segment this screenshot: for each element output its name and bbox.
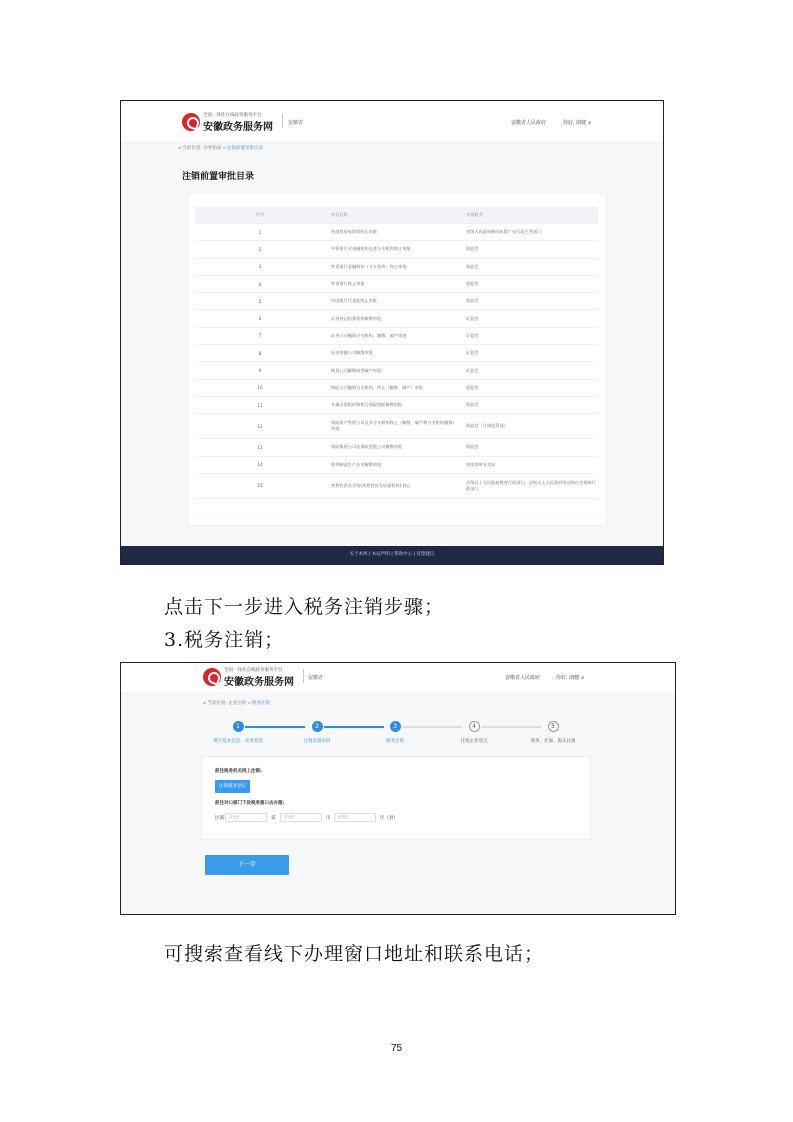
step-number: 1 xyxy=(233,721,244,732)
next-step-button[interactable]: 下一步 xyxy=(205,855,289,875)
district-select[interactable] xyxy=(334,813,376,822)
online-cancel-label: 前往税务机关网上注销: xyxy=(215,769,262,774)
table-cell: 11 xyxy=(257,402,263,408)
table-header-cell: 项目名称 xyxy=(331,212,348,217)
page-title: 注销前置审批目录 xyxy=(182,172,255,182)
table-header-cell: 实施机关 xyxy=(466,212,483,217)
table-cell: 15 xyxy=(257,483,263,489)
province-switch[interactable]: 安徽省 xyxy=(288,120,304,126)
step-5 xyxy=(523,721,583,744)
city-select[interactable] xyxy=(280,813,322,822)
table-cell: 保险公司撤销分支机构、终止（解散、破产）审批 xyxy=(331,384,424,390)
screenshot-cancellation-approval-catalog xyxy=(120,100,664,565)
caption-next-step: 点击下一步进入税务注销步骤； xyxy=(164,596,445,618)
step-number: 3 xyxy=(390,721,401,732)
gov-link[interactable]: 安徽省人民政府 xyxy=(505,675,541,681)
table-cell: 保险资产管理公司及其分支机构终止（解散、破产和分支机构撤销）审批 xyxy=(331,420,457,432)
breadcrumb-current: 税务注销 xyxy=(251,701,270,706)
step-number: 5 xyxy=(548,721,559,732)
step-number: 4 xyxy=(469,721,480,732)
table-row xyxy=(195,414,598,439)
table-cell: 中国银行代表处终止审批 xyxy=(331,298,378,304)
step-3 xyxy=(365,721,425,744)
table-cell: 证券金融公司解散审批 xyxy=(331,350,373,356)
table-cell: 外资银行终止审批 xyxy=(331,281,365,287)
table-cell: 证监会 xyxy=(466,350,479,356)
province-switch[interactable]: 安徽省 xyxy=(308,675,324,681)
user-menu[interactable]: 你好, 朗健 ∨ xyxy=(563,120,592,126)
table-cell: 银监会 xyxy=(466,263,479,269)
step-4 xyxy=(444,721,504,744)
step-1 xyxy=(208,721,268,744)
table-cell: 4 xyxy=(258,281,262,287)
table-cell: 1 xyxy=(258,229,262,235)
table-row xyxy=(195,276,598,293)
caption-section-heading: 3.税务注销； xyxy=(164,629,285,651)
table-cell: 8 xyxy=(258,350,262,356)
table-cell: 5 xyxy=(258,298,262,304)
caption-search-window: 可搜索查看线下办理窗口地址和联系电话； xyxy=(164,943,545,965)
table-cell: 专属自保组织和相互保险组织解散审批 xyxy=(331,402,403,408)
chevron-down-icon: ⌄ xyxy=(315,815,318,819)
table-cell: 银监会 xyxy=(466,246,479,252)
table-row xyxy=(195,457,598,474)
site-logo-icon[interactable] xyxy=(203,668,221,686)
table-cell: 证监会 xyxy=(466,367,479,373)
table-cell: 营利性民办学校(营利性民办培训机构) 终止 xyxy=(331,482,411,488)
table-cell: 证监会 xyxy=(466,332,479,338)
step-label: 填写基本信息、业务类型 xyxy=(213,739,263,744)
table-header-cell: 序号 xyxy=(255,212,265,217)
chevron-down-icon: ⌄ xyxy=(260,815,263,819)
catalog-card xyxy=(187,193,607,526)
province-unit: 省 xyxy=(271,816,276,821)
table-cell: 外商投资电影院终止审批 xyxy=(331,229,378,235)
province-select[interactable] xyxy=(225,813,267,822)
table-cell: 9 xyxy=(258,368,262,374)
logo-title[interactable]: 安徽政务服务网 xyxy=(203,122,273,133)
table-row xyxy=(195,310,598,327)
step-number: 2 xyxy=(312,721,323,732)
site-footer[interactable]: 关于本网 | 本站声明 | 帮助中心 | 反馈建议 xyxy=(121,546,663,564)
breadcrumb-link[interactable]: 办事指南 xyxy=(203,146,222,151)
table-cell: 12 xyxy=(257,423,263,429)
table-header-row xyxy=(195,207,598,224)
offline-window-label: 前往对口部门下设税务窗口去办理: xyxy=(215,801,285,806)
table-row xyxy=(195,328,598,345)
table-row xyxy=(195,474,598,499)
table-cell: 保监会 xyxy=(466,384,479,390)
step-label: 注销企业登记 xyxy=(460,739,488,744)
table-cell: 14 xyxy=(257,462,263,468)
page-number: 75 xyxy=(390,1043,403,1054)
table-cell: 银监会 xyxy=(466,281,479,287)
table-row xyxy=(195,362,598,379)
province-select-value: 请选择 xyxy=(229,815,240,819)
breadcrumb: ⌂ 当前位置: 企业注销 » 税务注销 xyxy=(203,701,270,706)
breadcrumb: ⌂ 当前位置: 办事指南 » 注销前置审批目录 xyxy=(178,146,263,151)
site-header xyxy=(121,101,663,143)
breadcrumb-link[interactable]: 企业注销 xyxy=(228,701,247,706)
district-unit: 区（县） xyxy=(380,816,398,821)
table-cell: 银监会 xyxy=(466,298,479,304)
table-cell: 10 xyxy=(257,385,263,391)
home-icon: ⌂ xyxy=(203,701,208,706)
table-cell: 保监会（合规监管部） xyxy=(466,423,508,429)
screenshot-tax-cancellation xyxy=(120,662,676,915)
table-cell: 证券登记结算机构解散审批 xyxy=(331,315,382,321)
logo-subtitle: 全国一体化在线政务服务平台 xyxy=(224,668,283,673)
header-divider xyxy=(303,669,304,683)
gov-link[interactable]: 安徽省人民政府 xyxy=(511,120,547,126)
approval-table xyxy=(195,207,598,499)
step-label: 注销前置审批 xyxy=(303,739,331,744)
breadcrumb-prefix: 当前位置: xyxy=(207,701,227,706)
table-row xyxy=(195,241,598,258)
table-row xyxy=(195,397,598,414)
table-row xyxy=(195,224,598,241)
table-cell: 13 xyxy=(257,444,263,450)
home-icon: ⌂ xyxy=(178,146,183,151)
table-cell: 证监会 xyxy=(466,315,479,321)
breadcrumb-current: 注销前置审批目录 xyxy=(226,146,263,151)
tax-options-card xyxy=(201,756,591,840)
table-row xyxy=(195,345,598,362)
table-cell: 证券公司撤销分支机构、解散、破产审批 xyxy=(331,332,407,338)
table-cell: 省级人民政府新闻出版广电行政主管部门 xyxy=(466,229,542,235)
logo-subtitle: 全国一体化在线政务服务平台 xyxy=(203,113,262,118)
table-cell: 国家烟草专卖局 xyxy=(466,461,496,467)
table-cell: 3 xyxy=(258,264,262,270)
table-cell: 中资银行业金融机构及其分支机构终止审批 xyxy=(331,246,411,252)
progress-steps xyxy=(201,721,581,751)
step-label: 税务注销 xyxy=(386,739,404,744)
breadcrumb-prefix: 当前位置: xyxy=(182,146,202,151)
step-label: 商务、社保、海关注销 xyxy=(530,739,576,744)
table-cell: 外资银行金融机构（分支机构）终止审批 xyxy=(331,263,407,269)
table-cell: 6 xyxy=(258,316,262,322)
table-cell: 2 xyxy=(258,246,262,252)
table-row xyxy=(195,293,598,310)
table-cell: 县级以上人民政府教育行政部门、县级以上人民政府劳动和社会保障行政部门 xyxy=(466,479,596,491)
header-divider xyxy=(282,114,283,128)
table-cell: 期货公司解散或者破产审批 xyxy=(331,367,382,373)
user-menu[interactable]: 你好, 朗健 ∨ xyxy=(556,675,585,681)
table-row xyxy=(195,380,598,397)
logo-title[interactable]: 安徽政务服务网 xyxy=(224,677,294,688)
table-row xyxy=(195,259,598,276)
table-cell: 烟草制品生产企业解散审批 xyxy=(331,461,382,467)
table-cell: 保监会 xyxy=(466,402,479,408)
table-cell: 保监会 xyxy=(466,444,479,450)
table-cell: 7 xyxy=(258,333,262,339)
site-header xyxy=(121,663,675,692)
city-unit: 市 xyxy=(326,816,331,821)
chevron-down-icon: ⌄ xyxy=(369,815,372,819)
table-row xyxy=(195,439,598,456)
region-label: 区域 xyxy=(215,816,224,821)
city-select-value: 请选择 xyxy=(284,815,295,819)
district-select-value: 请选择 xyxy=(338,815,349,819)
step-2 xyxy=(287,721,347,744)
site-logo-icon[interactable] xyxy=(182,113,200,131)
online-cancel-button[interactable]: 注销税务登记 xyxy=(215,780,250,793)
table-cell: 保险集团公司及保险控股公司解散审批 xyxy=(331,444,403,450)
